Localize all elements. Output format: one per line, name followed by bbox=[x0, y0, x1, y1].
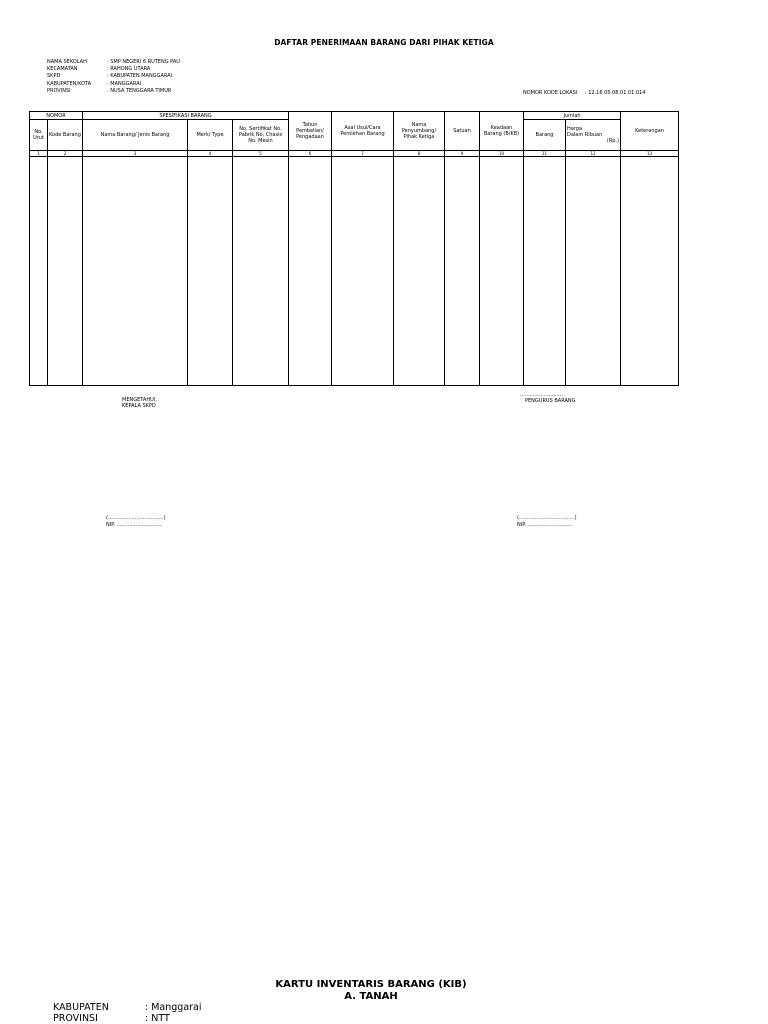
rp-label: (Rp.) bbox=[606, 138, 620, 144]
nip-placeholder: NIP. ............................ bbox=[106, 522, 162, 528]
receipt-table bbox=[29, 111, 679, 386]
col-number: 9 bbox=[445, 151, 480, 157]
col-number: 4 bbox=[188, 151, 233, 157]
table-body-row bbox=[30, 157, 679, 386]
approval-block-left bbox=[122, 397, 157, 409]
col-number: 11 bbox=[524, 151, 566, 157]
kib-info-label: PROVINSI bbox=[53, 1013, 98, 1024]
kib-info-row-kabupaten bbox=[53, 1002, 202, 1013]
info-label: SKPD bbox=[47, 73, 61, 80]
table-cell bbox=[621, 157, 679, 386]
location-code-label: NOMOR KODE LOKASI bbox=[523, 90, 578, 96]
header-kode-barang: Kode Barang bbox=[48, 120, 83, 151]
kib-info-value: : NTT bbox=[145, 1013, 170, 1024]
info-row-regency bbox=[47, 81, 180, 88]
header-row-groups bbox=[30, 112, 679, 120]
info-label: NAMA SEKOLAH bbox=[47, 59, 87, 65]
kib-title-block bbox=[0, 979, 742, 1003]
info-value: : MANGGARAI bbox=[107, 80, 142, 87]
table-cell bbox=[332, 157, 394, 386]
header-satuan: Satuan bbox=[445, 112, 480, 151]
table-cell bbox=[445, 157, 480, 386]
kib-info bbox=[53, 1002, 202, 1024]
kib-info-row-provinsi bbox=[53, 1013, 202, 1024]
col-number: 7 bbox=[332, 151, 394, 157]
kib-title: KARTU INVENTARIS BARANG (KIB) bbox=[275, 979, 467, 990]
header-harga bbox=[566, 120, 621, 151]
col-number: 3 bbox=[83, 151, 188, 157]
table-cell bbox=[566, 157, 621, 386]
info-label: KABUPATEN/KOTA bbox=[47, 80, 92, 87]
header-keadaan: Keadaan Barang (B/KB) bbox=[480, 112, 524, 151]
location-code bbox=[523, 90, 645, 96]
table-cell bbox=[480, 157, 524, 386]
table-cell bbox=[233, 157, 289, 386]
kib-info-label: KABUPATEN bbox=[53, 1002, 109, 1013]
signature-left bbox=[106, 515, 166, 529]
col-number: 8 bbox=[394, 151, 445, 157]
table-cell bbox=[83, 157, 188, 386]
kepala-skpd-label: KEPALA SKPD bbox=[122, 403, 156, 409]
header-nama-barang: Nama Barang/ Jenis Barang bbox=[83, 120, 188, 151]
header-penyumbang: Nama Penyumbang/ Pihak Ketiga bbox=[394, 112, 445, 151]
col-number: 12 bbox=[566, 151, 621, 157]
header-asal-usul: Asal Usul/Cara Perolehan Barang bbox=[332, 112, 394, 151]
header-jumlah: Jumlah bbox=[524, 112, 621, 120]
table-cell bbox=[289, 157, 332, 386]
header-no-urut: No. Urut bbox=[30, 120, 48, 151]
header-nomor: NOMOR bbox=[30, 112, 83, 120]
col-number: 13 bbox=[621, 151, 679, 157]
kib-subtitle: A. TANAH bbox=[344, 991, 398, 1002]
table-cell bbox=[188, 157, 233, 386]
header-sertifikat: No. Sertifikat No. Pabrik No. Chasis No. Mesin bbox=[233, 120, 289, 151]
col-number: 2 bbox=[48, 151, 83, 157]
header-merk: Merk/ Type bbox=[188, 120, 233, 151]
info-label: PROVINSI bbox=[47, 87, 71, 94]
col-number: 6 bbox=[289, 151, 332, 157]
header-spesifikasi: SPESIFIKASI BARANG bbox=[83, 112, 289, 120]
signature-right bbox=[517, 515, 577, 529]
header-keterangan: Keterangan bbox=[621, 112, 679, 151]
dalam-ribuan-label: Dalam Ribuan bbox=[567, 132, 603, 138]
info-value: : KABUPATEN MANGGARAI bbox=[107, 73, 173, 80]
signature-name-placeholder: (...................................) bbox=[517, 515, 577, 521]
nip-placeholder: NIP. ............................ bbox=[517, 522, 573, 528]
info-value: : RAHONG UTARA bbox=[107, 66, 151, 73]
location-code-value: : 12.16.05.08.01.01.014 bbox=[584, 90, 646, 96]
table-cell bbox=[48, 157, 83, 386]
info-row-skpd bbox=[47, 73, 180, 80]
col-number: 5 bbox=[233, 151, 289, 157]
info-label: KECAMATAN bbox=[47, 66, 78, 73]
pengurus-barang-label: PENGURUS BARANG bbox=[525, 398, 576, 404]
info-row-district bbox=[47, 66, 180, 73]
kib-info-value: : Manggarai bbox=[145, 1002, 202, 1013]
col-number: 1 bbox=[30, 151, 48, 157]
harga-label: Harga bbox=[567, 126, 583, 132]
signature-name-placeholder: (...................................) bbox=[106, 515, 166, 521]
school-info bbox=[47, 59, 180, 95]
header-barang: Barang bbox=[524, 120, 566, 151]
date-placeholder: ........................... bbox=[520, 392, 563, 398]
info-row-school bbox=[47, 59, 180, 66]
info-value: : NUSA TENGGARA TIMUR bbox=[107, 87, 172, 94]
info-value: : SMP NEGERI 6 RUTENG PAU bbox=[107, 59, 180, 65]
col-number: 10 bbox=[480, 151, 524, 157]
mengetahui-label: MENGETAHUI, bbox=[122, 397, 157, 403]
table-cell bbox=[524, 157, 566, 386]
header-tahun: Tahun Pembelian/ Pengadaan bbox=[289, 112, 332, 151]
table-cell bbox=[394, 157, 445, 386]
document-title: DAFTAR PENERIMAAN BARANG DARI PIHAK KETIGA bbox=[274, 38, 494, 47]
table-cell bbox=[30, 157, 48, 386]
info-row-province bbox=[47, 88, 180, 95]
